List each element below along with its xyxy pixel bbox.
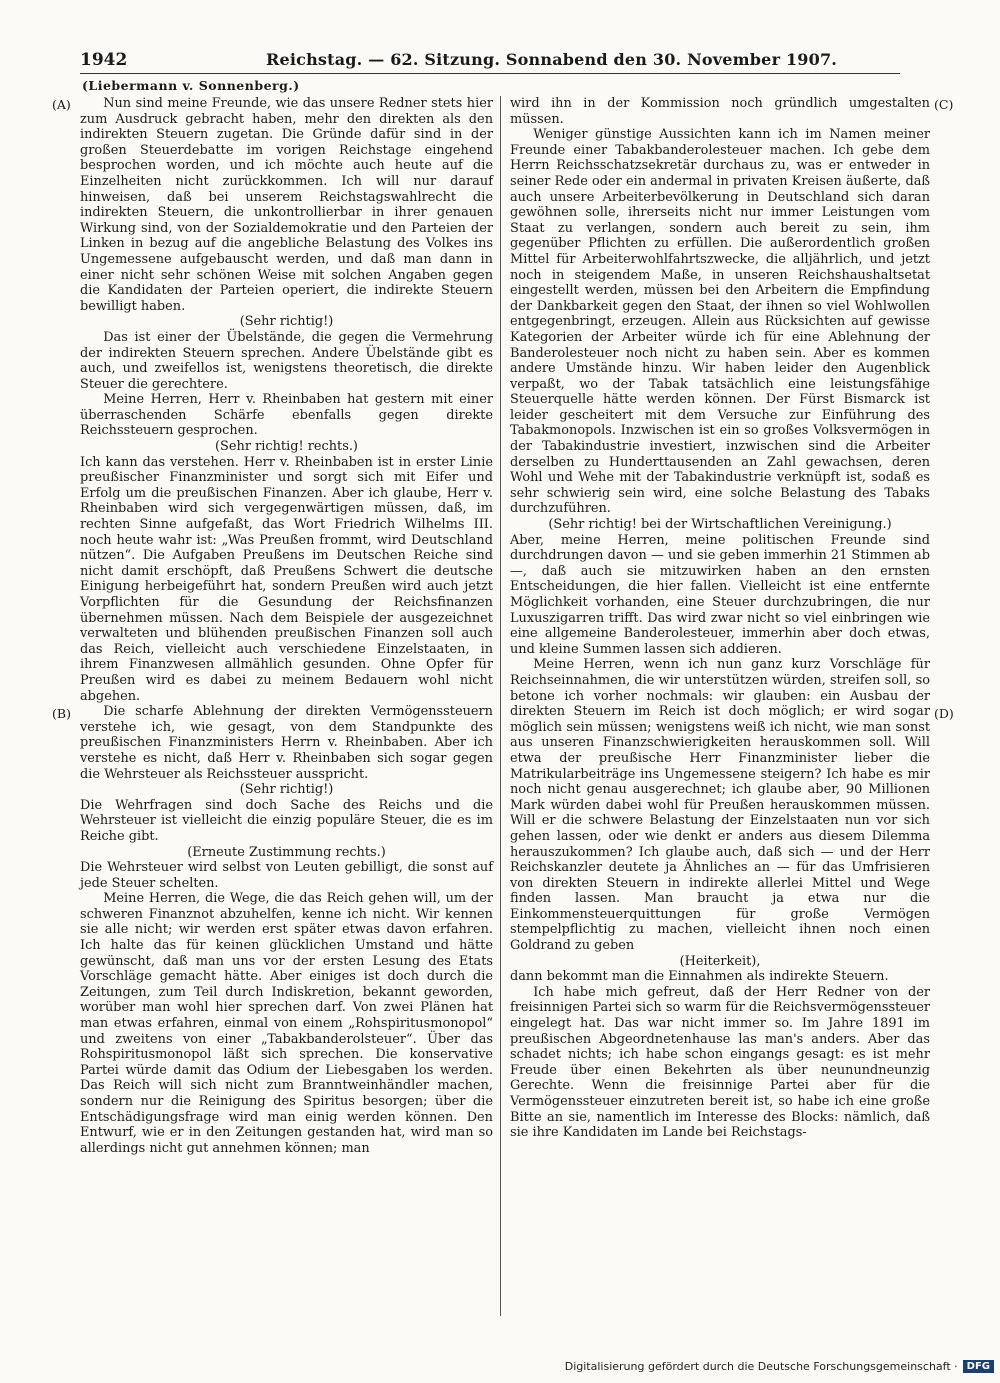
left-column — [80, 96, 493, 1156]
paragraph: Meine Herren, die Wege, die das Reich gehen will, um der schweren Finanznot abzuhelfen, kenne ich nicht. Wir kennen sie alle nicht; wir werden erst später etwas davon erfahren. Ich halte das für keinen glücklichen Umstand und hätte gewünscht, daß man uns vor der ersten Lesung des Etats Vorschläge gemacht hätte. Aber einiges ist doch durch die Zeitungen, zum Teil durch Indiskretion, bekannt geworden, worüber man wohl hier sprechen darf. Von zwei Plänen hat man etwas erfahren, einmal von einem „Rohspiritusmonopol“ und zweitens von einer „Tabakbanderolsteuer“. Über das Rohspiritusmonopol läßt sich sprechen. Die konservative Partei würde damit das Odium der Liebesgaben los werden. Das Reich will sich nicht zum Branntweinhändler machen, sondern nur die Reinigung des Spiritus besorgen; über die Entschädigungsfrage wird man einig werden können. Den Entwurf, wie er in den Zeitungen gestanden hat, wird man so allerdings nicht gut annehmen können; man — [80, 891, 493, 1156]
paragraph: Meine Herren, wenn ich nun ganz kurz Vorschläge für Reichseinnahmen, die wir unterstützen würden, streifen soll, so betone ich vorher nochmals: wir glauben: ein Ausbau der direkten Steuern im Reich ist doch möglich; er wird sogar möglich sein müssen; wenigstens weiß ich nicht, wie man sonst aus unseren Finanzschwierigkeiten herauskommen soll. Will etwa der preußische Herr Finanzminister lieber die Matrikularbeiträge ins Ungemessene steigern? Ich habe es mir noch nicht genau ausgerechnet; ich glaube aber, 90 Millionen Mark würden dabei wohl für Preußen herauskommen müssen. Will er die schwere Belastung der Einzelstaaten nun vor sich gehen lassen, oder wie denkt er anders aus diesem Dilemma herauszukommen? Ich glaube auch, daß sich — und der Herr Reichskanzler deutete ja Ähnliches an — für das Umfrisieren von direkten Steuern in indirekte allerlei Mittel und Wege finden lassen. Man braucht ja etwa nur die Einkommensteuerquittungen für große Vermögen stempelpflichtig zu machen, vielleicht ihnen noch einen Goldrand zu geben — [510, 657, 930, 954]
footer-credit — [565, 1360, 994, 1373]
paragraph: Ich kann das verstehen. Herr v. Rheinbaben ist in erster Linie preußischer Finanzminister und sorgt sich mit Eifer und Erfolg um die preußischen Finanzen. Aber ich glaube, Herr v. Rheinbaben wird sich vergegenwärtigen müssen, daß, im rechten Sinne aufgefaßt, das Wort Friedrich Wilhelms III. noch heute wahr ist: „Was Preußen frommt, wird Deutschland nützen“. Die Aufgaben Preußens im Deutschen Reiche sind nicht damit erschöpft, daß Preußens Schwert die deutsche Einigung herbeigeführt hat, sondern Preußen wird auch jetzt Vorpflichten für die Gesundung der Reichsfinanzen übernehmen müssen. Nach dem Beispiele der ausgezeichnet verwalteten und blühenden preußischen Finanzen soll auch das Reich, vielleicht auch verschiedene Einzelstaaten, in ihrem Finanzwesen allmählich gesunden. Ohne Opfer für Preußen wird es dabei zu meinem Bedauern wohl nicht abgehen. — [80, 454, 493, 704]
paragraph: Die Wehrsteuer wird selbst von Leuten gebilligt, die sonst auf jede Steuer schelten. — [80, 860, 493, 891]
margin-marker-b: (B) — [52, 706, 71, 721]
paragraph: wird ihn in der Kommission noch gründlich umgestalten müssen. — [510, 96, 930, 127]
paragraph: dann bekommt man die Einnahmen als indirekte Steuern. — [510, 969, 889, 985]
margin-marker-c: (C) — [934, 97, 954, 112]
paragraph: Meine Herren, Herr v. Rheinbaben hat gestern mit einer überraschenden Schärfe ebenfalls gegen direkte Reichssteuern gesprochen. — [80, 392, 493, 439]
interjection: (Heiterkeit), — [679, 953, 761, 969]
paragraph: Die scharfe Ablehnung der direkten Vermögenssteuern verstehe ich, wie gesagt, von dem Standpunkte des preußischen Finanzministers Herrn v. Rheinbaben. Aber ich verstehe es nicht, daß Herr v. Rheinbaben sich sogar gegen die Wehrsteuer als Reichssteuer ausspricht. — [80, 704, 493, 782]
paragraph: Weniger günstige Aussichten kann ich im Namen meiner Freunde einer Tabakbanderolesteuer machen. Ich gebe dem Herrn Reichsschatzsekretär durchaus zu, was er entweder in seiner Rede oder ein andermal in privaten Kreisen äußerte, daß auch unsere Arbeiterbevölkerung in Deutschland sich daran gewöhnen solle, ihrerseits nicht nur immer Leistungen vom Staat zu verlangen, sondern auch bereit zu sein, ihm gegenüber Pflichten zu erfüllen. Die außerordentlich großen Mittel für Arbeiterwohlfahrtszwecke, die alljährlich, und jetzt noch in steigendem Maße, in unseren Reichshaushaltsetat eingestellt werden, müssen bei den Arbeitern die Empfindung der Dankbarkeit gegen den Staat, der ihnen so viel Wohlwollen entgegenbringt, erzeugen. Allein aus Rücksichten auf gewisse Kategorien der Arbeiter würde ich für eine Ablehnung der Banderolesteuer noch nicht zu haben sein. Aber es kommen andere Umstände hinzu. Wir haben leider den Augenblick verpaßt, wo der Tabak tatsächlich eine leistungsfähige Steuerquelle hätte werden können. Der Fürst Bismarck ist leider gescheitert mit dem Versuche zur Einführung des Tabakmonopols. Inzwischen ist ein so großes Volksvermögen in der Tabakindustrie investiert, inzwischen sind die Arbeiter derselben zu Hunderttausenden an Zahl gewachsen, deren Wohl und Wehe mit der Tabakindustrie verknüpft ist, sodaß es sehr schwierig sein wird, eine solche Belastung des Tabaks durchzuführen. — [510, 127, 930, 517]
interjection: (Sehr richtig!) — [239, 782, 334, 798]
interjection: (Sehr richtig!) — [239, 314, 334, 330]
paragraph: Das ist einer der Übelstände, die gegen die Vermehrung der indirekten Steuern sprechen. Andere Übelstände gibt es auch, und zweifellos ist, wenigstens theoretisch, die direkte Steuer die gerechtere. — [80, 329, 493, 392]
paragraph: Ich habe mich gefreut, daß der Herr Redner von der freisinnigen Partei sich so warm für die Reichsvermögenssteuer eingelegt hat. Das war nicht immer so. Im Jahre 1891 im preußischen Abgeordnetenhause las man's anders. Aber das schadet nichts; ich habe schon eingangs gesagt: es ist mehr Freude über einen Bekehrten als über neunundneunzig Gerechte. Wenn die freisinnige Partei aber für die Vermögenssteuer einzutreten bereit ist, so habe ich eine große Bitte an sie, namentlich im Interesse des Blocks: nämlich, daß sie ihre Kandidaten im Lande bei Reichstags- — [510, 984, 930, 1141]
right-column — [510, 96, 930, 1141]
paragraph: Aber, meine Herren, meine politischen Freunde sind durchdrungen davon — und sie geben immerhin 21 Stimmen ab —, daß auch sie mitzuwirken haben an den ernsten Entscheidungen, die hier fallen. Vielleicht ist eine entfernte Möglichkeit vorhanden, eine Steuer durchzubringen, die nur Luxuszigarren trifft. Das wird zwar nicht so viel einbringen wie eine allgemeine Banderolesteuer, immerhin aber doch etwas, und kleine Summen lassen sich addieren. — [510, 532, 930, 657]
interjection: (Erneute Zustimmung rechts.) — [187, 844, 386, 860]
dfg-logo-icon: DFG — [963, 1360, 994, 1373]
page-header — [80, 50, 838, 72]
interjection: (Sehr richtig! rechts.) — [215, 439, 358, 455]
paragraph: Nun sind meine Freunde, wie das unsere Redner stets hier zum Ausdruck gebracht haben, mehr den direkten als den indirekten Steuern zugetan. Die Gründe dafür sind in der großen Steuerdebatte im vorigen Reichstage eingehend besprochen worden, und ich möchte auch heute auf die Einzelheiten nicht zurückkommen. Ich will nur darauf hinweisen, daß bei unserem Reichstagswahlrecht die indirekten Steuern, die unkontrollierbar in ihrer genauen Wirkung sind, von der Sozialdemokratie und den Parteien der Linken in bezug auf die angebliche Belastung des Volkes ins Ungemessene aufgebauscht werden, und daß man dann in einer nicht sehr schönen Weise mit solchen Angaben gegen die Kandidaten der Parteien operiert, die indirekte Steuern bewilligt haben. — [80, 96, 493, 314]
margin-marker-a: (A) — [52, 97, 71, 112]
paragraph: Die Wehrfragen sind doch Sache des Reichs und die Wehrsteuer ist vielleicht die einzig populäre Steuer, die es im Reiche gibt. — [80, 797, 493, 844]
margin-marker-d: (D) — [934, 706, 954, 721]
speaker-name: (Liebermann v. Sonnenberg.) — [82, 78, 300, 93]
column-divider — [500, 96, 501, 1316]
running-title: Reichstag. — 62. Sitzung. Sonnabend den 30. November 1907. — [266, 50, 838, 69]
footer-text: Digitalisierung gefördert durch die Deutsche Forschungsgemeinschaft · — [564, 1360, 958, 1373]
page-number: 1942 — [80, 50, 128, 70]
interjection: (Sehr richtig! bei der Wirtschaftlichen Vereinigung.) — [548, 517, 892, 533]
header-rule — [80, 73, 900, 74]
